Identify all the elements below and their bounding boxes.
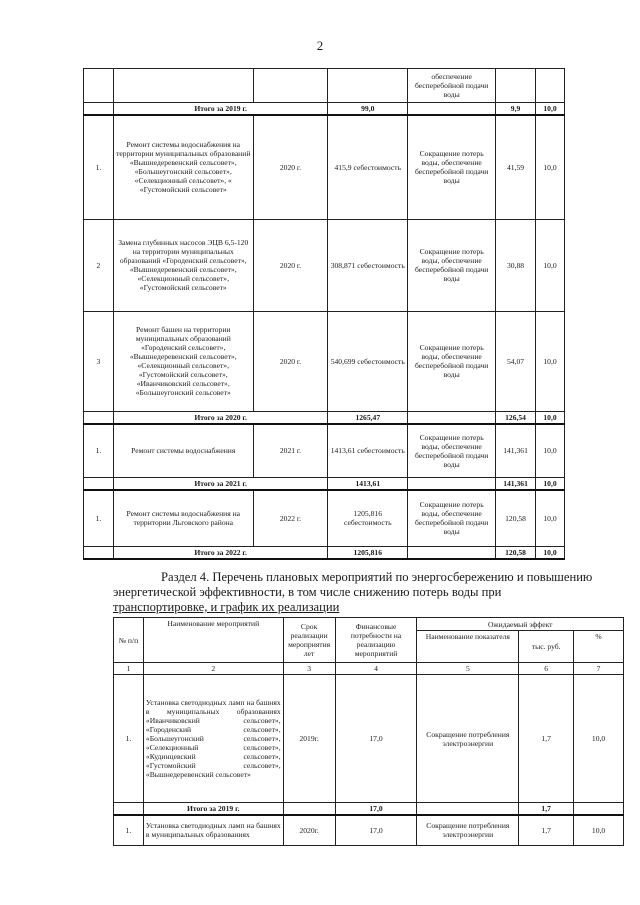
section-4-heading	[113, 570, 625, 615]
measure-percent: 10,0	[536, 311, 565, 411]
total-finance: 17,0	[335, 803, 417, 816]
measure-finance: 17,0	[335, 675, 417, 803]
measure-cost: 415,9 себестоимость	[328, 115, 408, 219]
measure-percent: 10,0	[536, 219, 565, 311]
measure-effect: Сокращение потерь воды, обеспечение бесперебойной подачи воды	[408, 311, 496, 411]
measure-value: 120,58	[496, 490, 536, 546]
measure-percent: 10,0	[574, 675, 624, 803]
total-percent: 10,0	[536, 546, 565, 559]
measure-effect: Сокращение потерь воды, обеспечение бесперебойной подачи воды	[408, 490, 496, 546]
col-number: 2	[143, 663, 283, 675]
row-number: 1.	[114, 815, 144, 845]
col-number: 5	[417, 663, 519, 675]
effect-cell: обеспечение бесперебойной подачи воды	[408, 69, 496, 103]
row-number: 1.	[84, 424, 114, 478]
header-rub: тыс. руб.	[519, 631, 574, 663]
measure-effect: Сокращение потребления электроэнергии	[417, 815, 519, 845]
total-value: 141,361	[496, 478, 536, 491]
header-finance: Финансовые потребности на реализацию мероприятий	[335, 618, 417, 663]
table-row	[84, 424, 565, 478]
section-heading-line: Раздел 4. Перечень плановых мероприятий по энергосбережению и повышению	[161, 570, 593, 584]
measure-term: 2020г.	[283, 815, 335, 845]
total-row-2020	[84, 411, 565, 424]
measure-cost: 308,871 себестоимость	[328, 219, 408, 311]
table-row	[114, 815, 624, 845]
total-row-2022	[84, 546, 565, 559]
total-value: 120,58	[496, 546, 536, 559]
col-number: 7	[574, 663, 624, 675]
total-label: Итого за 2019 г.	[143, 803, 283, 816]
total-percent: 10,0	[536, 411, 565, 424]
header-term: Срок реализации мероприятия лет	[283, 618, 335, 663]
measure-cost: 1205,816 себестоимость	[328, 490, 408, 546]
measure-term: 2020 г.	[253, 311, 328, 411]
measure-name: Ремонт системы водоснабжения на территории Льговского района	[113, 490, 253, 546]
total-percent	[574, 803, 624, 816]
col-number: 6	[519, 663, 574, 675]
measure-term: 2020 г.	[253, 115, 328, 219]
table-row	[114, 675, 624, 803]
section-heading-line: транспортировке, и график их реализации	[113, 600, 340, 614]
measure-effect: Сокращение потерь воды, обеспечение бесперебойной подачи воды	[408, 115, 496, 219]
header-num: № п/п	[114, 618, 144, 663]
section-heading-line: энергетической эффективности, в том числе снижению потерь воды при	[113, 585, 502, 599]
total-cost: 1205,816	[328, 546, 408, 559]
total-value: 1,7	[519, 803, 574, 816]
header-name: Наименование мероприятий	[143, 618, 283, 663]
measure-name: Установка светодиодных ламп на башнях в муниципальных образованиях	[143, 815, 283, 845]
measure-percent: 10,0	[536, 424, 565, 478]
row-number: 2	[84, 219, 114, 311]
total-cost: 99,0	[328, 103, 408, 116]
total-value: 9,9	[496, 103, 536, 116]
measure-value: 54,07	[496, 311, 536, 411]
row-number: 3	[84, 311, 114, 411]
measure-name: Установка светодиодных ламп на башнях в муниципальных образованиях «Иванчиковский сельсовет», «Городенский сельсовет», «Большеугонский сельсовет», «Селекционный сельсовет», «Кудинцевский сельсовет», «Густомойский сельсовет», «Вышнедеревенский сельсовет»	[143, 675, 283, 803]
table-row	[84, 69, 565, 103]
header-indicator: Наименование показателя	[417, 631, 519, 663]
header-row	[114, 618, 624, 631]
table-row	[84, 311, 565, 411]
row-number: 1.	[84, 490, 114, 546]
header-expected: Ожидаемый эффект	[417, 618, 624, 631]
measure-effect: Сокращение потерь воды, обеспечение бесперебойной подачи воды	[408, 219, 496, 311]
table-row	[84, 115, 565, 219]
measure-value: 141,361	[496, 424, 536, 478]
total-row-2019	[114, 803, 624, 816]
measure-effect: Сокращение потерь воды, обеспечение бесперебойной подачи воды	[408, 424, 496, 478]
total-row-2019	[84, 103, 565, 116]
total-percent: 10,0	[536, 478, 565, 491]
measure-percent: 10,0	[574, 815, 624, 845]
total-row-2021	[84, 478, 565, 491]
energy-measures-table	[113, 617, 624, 846]
column-number-row	[114, 663, 624, 675]
measure-name: Замена глубинных насосов ЭЦВ 6,5-120 на территории муниципальных образований «Городенский сельсовет», «Вышнедеревенский сельсовет», «Селекционный сельсовет», «Густомойский сельсовет»	[113, 219, 253, 311]
measure-value: 41,59	[496, 115, 536, 219]
measure-percent: 10,0	[536, 490, 565, 546]
measure-cost: 1413,61 себестоимость	[328, 424, 408, 478]
measure-term: 2020 г.	[253, 219, 328, 311]
row-number: 1.	[84, 115, 114, 219]
total-value: 126,54	[496, 411, 536, 424]
page-number: 2	[316, 38, 324, 53]
total-label: Итого за 2021 г.	[113, 478, 327, 491]
total-label: Итого за 2020 г.	[113, 411, 327, 424]
measure-percent: 10,0	[536, 115, 565, 219]
measure-finance: 17,0	[335, 815, 417, 845]
table-row	[84, 219, 565, 311]
col-number: 3	[283, 663, 335, 675]
total-cost: 1413,61	[328, 478, 408, 491]
measure-name: Ремонт системы водоснабжения на территории муниципальных образований «Вышнедеревенский сельсовет», «Большеугонский сельсовет», «Селекционный сельсовет», « «Густомойский сельсовет»	[113, 115, 253, 219]
row-number: 1.	[114, 675, 144, 803]
measure-term: 2022 г.	[253, 490, 328, 546]
total-label: Итого за 2022 г.	[113, 546, 327, 559]
measure-value: 1,7	[519, 675, 574, 803]
measure-cost: 540,699 себестоимость	[328, 311, 408, 411]
header-percent: %	[574, 631, 624, 663]
measure-value: 1,7	[519, 815, 574, 845]
total-label: Итого за 2019 г.	[113, 103, 327, 116]
col-number: 1	[114, 663, 144, 675]
measure-effect: Сокращение потребления электроэнергии	[417, 675, 519, 803]
measure-term: 2019г.	[283, 675, 335, 803]
water-measures-table	[83, 68, 565, 560]
measure-term: 2021 г.	[253, 424, 328, 478]
col-number: 4	[335, 663, 417, 675]
total-percent: 10,0	[536, 103, 565, 116]
measure-value: 30,88	[496, 219, 536, 311]
measure-name: Ремонт системы водоснабжения	[113, 424, 253, 478]
total-cost: 1265,47	[328, 411, 408, 424]
measure-name: Ремонт башен на территории муниципальных образований «Городенский сельсовет», «Вышнедеревенский сельсовет», «Селекционный сельсовет», «Густомойский сельсовет», «Иванчиковский сельсовет», «Большеугонский сельсовет»	[113, 311, 253, 411]
table-row	[84, 490, 565, 546]
